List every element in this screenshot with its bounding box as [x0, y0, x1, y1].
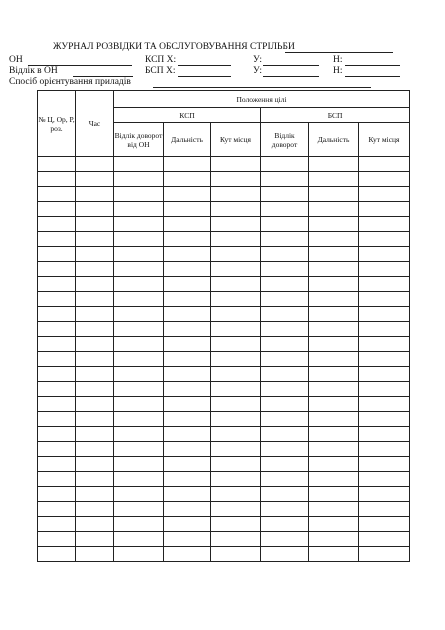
table-cell[interactable] — [211, 412, 261, 427]
table-cell[interactable] — [261, 247, 309, 262]
table-cell[interactable] — [309, 172, 359, 187]
table-cell[interactable] — [76, 337, 114, 352]
table-cell[interactable] — [211, 232, 261, 247]
table-cell[interactable] — [211, 502, 261, 517]
table-row — [38, 277, 410, 292]
table-cell[interactable] — [359, 382, 410, 397]
table-cell[interactable] — [114, 202, 164, 217]
table-cell[interactable] — [38, 412, 76, 427]
table-cell[interactable] — [359, 292, 410, 307]
table-cell[interactable] — [211, 487, 261, 502]
table-cell[interactable] — [309, 232, 359, 247]
table-cell[interactable] — [359, 322, 410, 337]
table-cell[interactable] — [359, 247, 410, 262]
table-cell[interactable] — [76, 412, 114, 427]
table-cell[interactable] — [309, 337, 359, 352]
table-cell[interactable] — [114, 517, 164, 532]
table-cell[interactable] — [114, 232, 164, 247]
table-cell[interactable] — [211, 217, 261, 232]
table-cell[interactable] — [114, 262, 164, 277]
table-cell[interactable] — [261, 307, 309, 322]
table-cell[interactable] — [38, 487, 76, 502]
table-cell[interactable] — [211, 187, 261, 202]
table-cell[interactable] — [309, 502, 359, 517]
table-cell[interactable] — [76, 472, 114, 487]
table-cell[interactable] — [359, 232, 410, 247]
table-cell[interactable] — [261, 397, 309, 412]
table-cell[interactable] — [359, 457, 410, 472]
table-cell[interactable] — [211, 427, 261, 442]
table-row — [38, 397, 410, 412]
table-cell[interactable] — [211, 157, 261, 172]
table-cell[interactable] — [164, 262, 211, 277]
table-cell[interactable] — [211, 547, 261, 562]
table-cell[interactable] — [309, 367, 359, 382]
table-cell[interactable] — [261, 412, 309, 427]
table-cell[interactable] — [38, 187, 76, 202]
table-cell[interactable] — [38, 277, 76, 292]
col-ksp-elevation-angle: Кут місця — [211, 123, 261, 157]
table-row — [38, 187, 410, 202]
table-cell[interactable] — [359, 202, 410, 217]
table-cell[interactable] — [309, 472, 359, 487]
table-cell[interactable] — [164, 157, 211, 172]
table-cell[interactable] — [164, 277, 211, 292]
table-cell[interactable] — [261, 232, 309, 247]
on-label: ОН — [9, 55, 23, 65]
table-cell[interactable] — [309, 157, 359, 172]
table-row — [38, 217, 410, 232]
group-ksp: КСП — [114, 108, 261, 123]
table-cell[interactable] — [38, 352, 76, 367]
table-cell[interactable] — [261, 502, 309, 517]
table-cell[interactable] — [114, 307, 164, 322]
table-cell[interactable] — [38, 337, 76, 352]
table-cell[interactable] — [261, 322, 309, 337]
col-bsp-distance: Дальність — [309, 123, 359, 157]
table-cell[interactable] — [114, 487, 164, 502]
table-cell[interactable] — [114, 472, 164, 487]
table-cell[interactable] — [164, 472, 211, 487]
table-cell[interactable] — [359, 187, 410, 202]
table-cell[interactable] — [261, 532, 309, 547]
table-row — [38, 367, 410, 382]
table-cell[interactable] — [309, 352, 359, 367]
table-cell[interactable] — [76, 352, 114, 367]
table-cell[interactable] — [261, 157, 309, 172]
table-cell[interactable] — [164, 442, 211, 457]
journal-table — [37, 90, 410, 562]
table-cell[interactable] — [38, 502, 76, 517]
col-ksp-distance: Дальність — [164, 123, 211, 157]
table-cell[interactable] — [211, 307, 261, 322]
table-row — [38, 457, 410, 472]
table-cell[interactable] — [211, 247, 261, 262]
orientation-method-label: Спосіб орієнтування приладів — [9, 77, 131, 87]
table-cell[interactable] — [164, 547, 211, 562]
table-cell[interactable] — [38, 457, 76, 472]
col-target-number: № Ц, Ор, Р, роз. — [38, 91, 76, 157]
table-cell[interactable] — [76, 367, 114, 382]
table-cell[interactable] — [261, 217, 309, 232]
table-cell[interactable] — [114, 442, 164, 457]
table-row — [38, 232, 410, 247]
bsp-h-blank-line[interactable] — [345, 76, 400, 77]
table-cell[interactable] — [211, 397, 261, 412]
table-cell[interactable] — [76, 322, 114, 337]
table-cell[interactable] — [164, 187, 211, 202]
table-cell[interactable] — [38, 397, 76, 412]
table-cell[interactable] — [261, 337, 309, 352]
table-cell[interactable] — [359, 307, 410, 322]
orientation-method-blank-line[interactable] — [153, 87, 371, 88]
table-cell[interactable] — [76, 157, 114, 172]
table-cell[interactable] — [309, 187, 359, 202]
table-row — [38, 337, 410, 352]
table-cell[interactable] — [211, 277, 261, 292]
table-cell[interactable] — [76, 427, 114, 442]
table-cell[interactable] — [359, 547, 410, 562]
table-cell[interactable] — [359, 217, 410, 232]
table-cell[interactable] — [76, 502, 114, 517]
table-cell[interactable] — [38, 202, 76, 217]
table-cell[interactable] — [309, 262, 359, 277]
table-cell[interactable] — [261, 277, 309, 292]
journal-table-head — [38, 91, 410, 157]
group-bsp: БСП — [261, 108, 410, 123]
journal-table-body — [38, 157, 410, 562]
table-cell[interactable] — [211, 292, 261, 307]
table-cell[interactable] — [114, 367, 164, 382]
table-cell[interactable] — [261, 352, 309, 367]
table-cell[interactable] — [38, 292, 76, 307]
table-cell[interactable] — [76, 262, 114, 277]
table-cell[interactable] — [309, 382, 359, 397]
col-bsp-elevation-angle: Кут місця — [359, 123, 410, 157]
table-cell[interactable] — [114, 157, 164, 172]
ksp-y-blank-line[interactable] — [263, 65, 319, 66]
table-row — [38, 292, 410, 307]
table-cell[interactable] — [114, 502, 164, 517]
table-cell[interactable] — [76, 307, 114, 322]
table-row — [38, 547, 410, 562]
bsp-h-label: Н: — [333, 66, 343, 76]
title-blank-line[interactable] — [285, 52, 393, 53]
form-title: ЖУРНАЛ РОЗВІДКИ ТА ОБСЛУГОВУВАННЯ СТРІЛЬБИ — [53, 42, 295, 52]
table-cell[interactable] — [359, 397, 410, 412]
bsp-x-label: БСП Х: — [145, 66, 176, 76]
table-cell[interactable] — [164, 172, 211, 187]
table-cell[interactable] — [261, 427, 309, 442]
table-cell[interactable] — [114, 532, 164, 547]
table-cell[interactable] — [359, 427, 410, 442]
table-cell[interactable] — [164, 322, 211, 337]
table-cell[interactable] — [114, 277, 164, 292]
table-cell[interactable] — [38, 382, 76, 397]
table-cell[interactable] — [38, 547, 76, 562]
table-cell[interactable] — [164, 412, 211, 427]
table-cell[interactable] — [114, 217, 164, 232]
table-cell[interactable] — [359, 157, 410, 172]
table-cell[interactable] — [114, 247, 164, 262]
table-cell[interactable] — [309, 307, 359, 322]
table-cell[interactable] — [114, 457, 164, 472]
table-cell[interactable] — [309, 457, 359, 472]
table-cell[interactable] — [309, 442, 359, 457]
table-cell[interactable] — [211, 352, 261, 367]
ksp-h-label: Н: — [333, 55, 343, 65]
table-cell[interactable] — [114, 412, 164, 427]
table-cell[interactable] — [38, 367, 76, 382]
table-cell[interactable] — [164, 367, 211, 382]
table-cell[interactable] — [76, 217, 114, 232]
table-row — [38, 442, 410, 457]
ksp-x-blank-line[interactable] — [178, 65, 231, 66]
table-cell[interactable] — [164, 202, 211, 217]
table-cell[interactable] — [211, 172, 261, 187]
bsp-y-label: У: — [253, 66, 263, 76]
table-cell[interactable] — [114, 322, 164, 337]
col-bsp-reading: Відлік доворот — [261, 123, 309, 157]
table-cell[interactable] — [76, 517, 114, 532]
table-row — [38, 307, 410, 322]
table-cell[interactable] — [164, 352, 211, 367]
table-cell[interactable] — [114, 172, 164, 187]
table-cell[interactable] — [76, 442, 114, 457]
table-cell[interactable] — [164, 457, 211, 472]
table-cell[interactable] — [309, 202, 359, 217]
on-reading-label: Відлік в ОН — [9, 66, 58, 76]
table-cell[interactable] — [38, 427, 76, 442]
table-cell[interactable] — [164, 487, 211, 502]
bsp-y-blank-line[interactable] — [263, 76, 319, 77]
table-row — [38, 532, 410, 547]
table-cell[interactable] — [164, 397, 211, 412]
table-cell[interactable] — [164, 382, 211, 397]
table-cell[interactable] — [359, 367, 410, 382]
table-cell[interactable] — [261, 487, 309, 502]
table-cell[interactable] — [261, 547, 309, 562]
table-row — [38, 172, 410, 187]
table-cell[interactable] — [261, 457, 309, 472]
table-row — [38, 157, 410, 172]
table-row — [38, 412, 410, 427]
table-cell[interactable] — [164, 217, 211, 232]
table-cell[interactable] — [261, 517, 309, 532]
table-cell[interactable] — [38, 217, 76, 232]
table-cell[interactable] — [164, 232, 211, 247]
table-cell[interactable] — [76, 547, 114, 562]
table-row — [38, 352, 410, 367]
table-cell[interactable] — [261, 187, 309, 202]
table-cell[interactable] — [309, 322, 359, 337]
table-row — [38, 247, 410, 262]
table-cell[interactable] — [164, 517, 211, 532]
form-header — [0, 0, 445, 92]
table-cell[interactable] — [114, 382, 164, 397]
table-cell[interactable] — [359, 517, 410, 532]
table-cell[interactable] — [76, 487, 114, 502]
table-cell[interactable] — [76, 247, 114, 262]
table-cell[interactable] — [164, 337, 211, 352]
table-cell[interactable] — [211, 202, 261, 217]
table-cell[interactable] — [309, 532, 359, 547]
group-target-position: Положення цілі — [114, 91, 410, 108]
table-cell[interactable] — [211, 472, 261, 487]
table-cell[interactable] — [261, 202, 309, 217]
table-cell[interactable] — [261, 472, 309, 487]
table-cell[interactable] — [211, 322, 261, 337]
table-cell[interactable] — [76, 532, 114, 547]
table-cell[interactable] — [114, 187, 164, 202]
table-cell[interactable] — [76, 397, 114, 412]
table-cell[interactable] — [261, 382, 309, 397]
table-cell[interactable] — [76, 172, 114, 187]
table-cell[interactable] — [38, 262, 76, 277]
table-cell[interactable] — [114, 337, 164, 352]
table-cell[interactable] — [359, 472, 410, 487]
table-cell[interactable] — [76, 232, 114, 247]
table-cell[interactable] — [309, 217, 359, 232]
table-row — [38, 487, 410, 502]
table-cell[interactable] — [211, 517, 261, 532]
table-cell[interactable] — [359, 172, 410, 187]
table-cell[interactable] — [38, 307, 76, 322]
table-cell[interactable] — [38, 157, 76, 172]
table-cell[interactable] — [309, 412, 359, 427]
table-cell[interactable] — [211, 367, 261, 382]
ksp-h-blank-line[interactable] — [345, 65, 400, 66]
table-cell[interactable] — [164, 532, 211, 547]
table-cell[interactable] — [76, 187, 114, 202]
table-row — [38, 262, 410, 277]
table-cell[interactable] — [359, 352, 410, 367]
table-cell[interactable] — [211, 262, 261, 277]
table-cell[interactable] — [164, 292, 211, 307]
table-cell[interactable] — [114, 292, 164, 307]
col-ksp-reading: Відлік доворот від ОН — [114, 123, 164, 157]
table-cell[interactable] — [38, 532, 76, 547]
table-cell[interactable] — [211, 532, 261, 547]
table-row — [38, 517, 410, 532]
table-cell[interactable] — [309, 277, 359, 292]
table-cell[interactable] — [359, 442, 410, 457]
table-cell[interactable] — [38, 442, 76, 457]
table-cell[interactable] — [211, 337, 261, 352]
table-cell[interactable] — [38, 472, 76, 487]
table-cell[interactable] — [309, 397, 359, 412]
table-cell[interactable] — [211, 442, 261, 457]
table-cell[interactable] — [38, 172, 76, 187]
table-cell[interactable] — [76, 457, 114, 472]
table-cell[interactable] — [164, 502, 211, 517]
ksp-x-label: КСП Х: — [145, 55, 177, 65]
table-cell[interactable] — [359, 277, 410, 292]
table-cell[interactable] — [114, 397, 164, 412]
table-cell[interactable] — [114, 352, 164, 367]
table-cell[interactable] — [359, 487, 410, 502]
table-cell[interactable] — [359, 502, 410, 517]
table-cell[interactable] — [164, 427, 211, 442]
col-time: Час — [76, 91, 114, 157]
table-cell[interactable] — [261, 442, 309, 457]
table-cell[interactable] — [76, 382, 114, 397]
table-cell[interactable] — [164, 307, 211, 322]
table-cell[interactable] — [38, 517, 76, 532]
table-cell[interactable] — [164, 247, 211, 262]
table-cell[interactable] — [309, 547, 359, 562]
table-cell[interactable] — [76, 277, 114, 292]
table-cell[interactable] — [309, 487, 359, 502]
table-cell[interactable] — [309, 427, 359, 442]
table-cell[interactable] — [38, 322, 76, 337]
table-row — [38, 502, 410, 517]
table-cell[interactable] — [309, 247, 359, 262]
table-cell[interactable] — [309, 517, 359, 532]
table-cell[interactable] — [114, 427, 164, 442]
table-cell[interactable] — [38, 232, 76, 247]
table-row — [38, 322, 410, 337]
table-cell[interactable] — [261, 367, 309, 382]
table-cell[interactable] — [261, 172, 309, 187]
table-cell[interactable] — [76, 292, 114, 307]
table-cell[interactable] — [211, 457, 261, 472]
table-cell[interactable] — [114, 547, 164, 562]
table-cell[interactable] — [261, 292, 309, 307]
ksp-y-label: У: — [253, 55, 263, 65]
table-cell[interactable] — [261, 262, 309, 277]
table-cell[interactable] — [309, 292, 359, 307]
table-row — [38, 472, 410, 487]
table-cell[interactable] — [359, 532, 410, 547]
table-row — [38, 202, 410, 217]
table-cell[interactable] — [38, 247, 76, 262]
bsp-x-blank-line[interactable] — [178, 76, 231, 77]
table-cell[interactable] — [211, 382, 261, 397]
table-cell[interactable] — [359, 337, 410, 352]
table-row — [38, 382, 410, 397]
table-cell[interactable] — [76, 202, 114, 217]
table-row — [38, 427, 410, 442]
table-cell[interactable] — [359, 412, 410, 427]
table-cell[interactable] — [359, 262, 410, 277]
